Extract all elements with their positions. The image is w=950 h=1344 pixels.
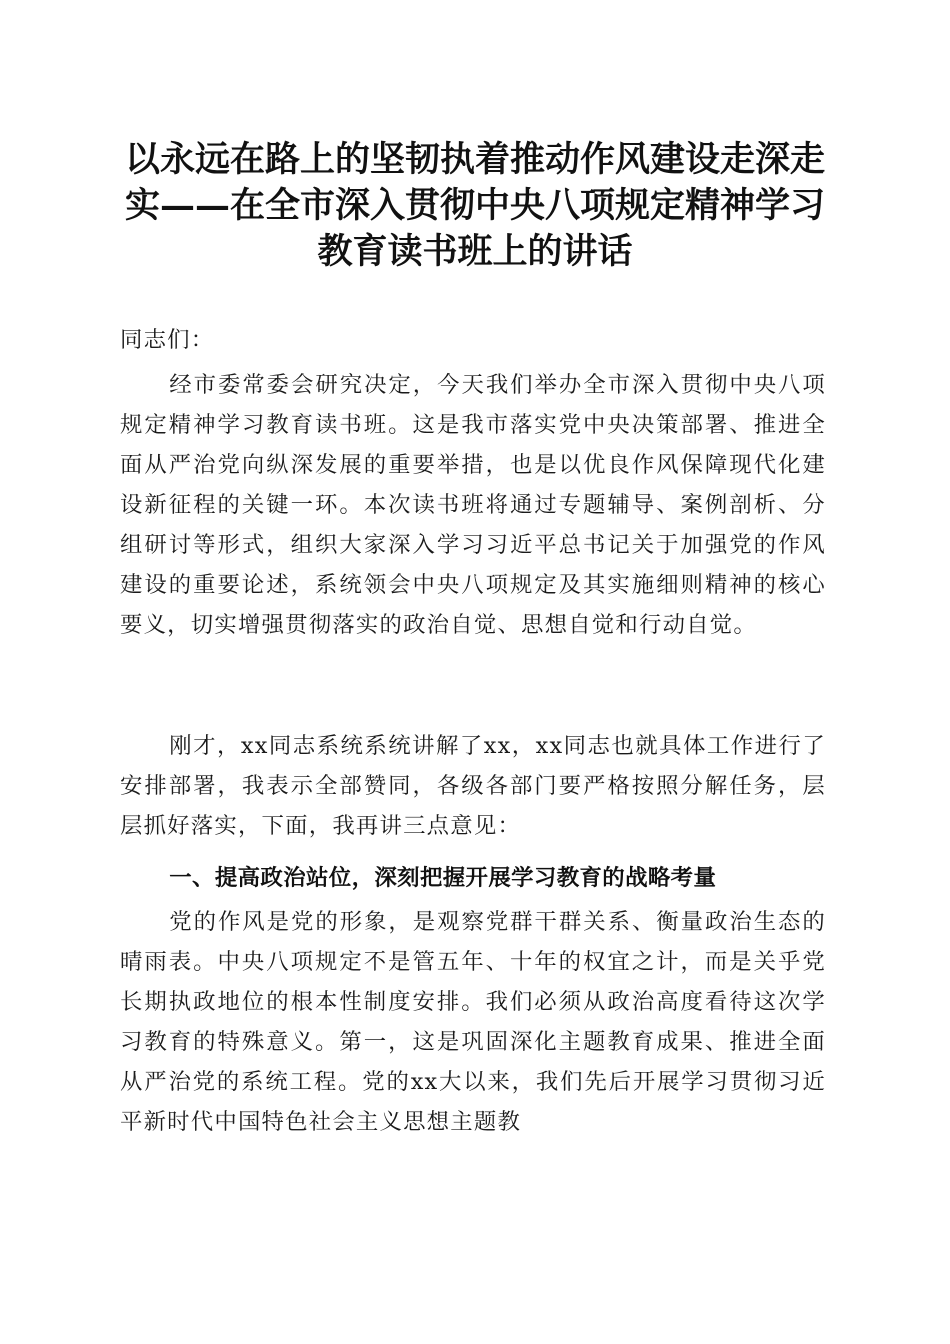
document-title: 以永远在路上的坚韧执着推动作风建设走深走实——在全市深入贯彻中央八项规定精神学习教育读书班上的讲话 — [124, 139, 825, 272]
paragraph-intro: 经市委常委会研究决定，今天我们举办全市深入贯彻中央八项规定精神学习教育读书班。这是我市落实党中央决策部署、推进全面从严治党向纵深发展的重要举措，也是以优良作风保障现代化建设新征程的关键一环。本次读书班将通过专题辅导、案例剖析、分组研讨等形式，组织大家深入学习习近平总书记关于加强党的作风建设的重要论述，系统领会中央八项规定及其实施细则精神的核心要义，切实增强贯彻落实的政治自觉、思想自觉和行动自觉。 — [120, 372, 826, 638]
paragraph-arrangement: 刚才，xx同志系统系统讲解了xx，xx同志也就具体工作进行了安排部署，我表示全部赞同，各级各部门要严格按照分解任务，层层抓好落实，下面，我再讲三点意见： — [120, 733, 826, 839]
section-paragraph: 党的作风是党的形象，是观察党群干群关系、衡量政治生态的晴雨表。中央八项规定不是管五年、十年的权宜之计，而是关乎党长期执政地位的根本性制度安排。我们必须从政治高度看待这次学习教育的特殊意义。第一，这是巩固深化主题教育成果、推进全面从严治党的系统工程。党的xx大以来，我们先后开展学习贯彻习近平新时代中国特色社会主义思想主题教 — [120, 909, 826, 1135]
salutation: 同志们： — [120, 327, 215, 353]
section-heading: 一、提高政治站位，深刻把握开展学习教育的战略考量 — [169, 865, 717, 891]
